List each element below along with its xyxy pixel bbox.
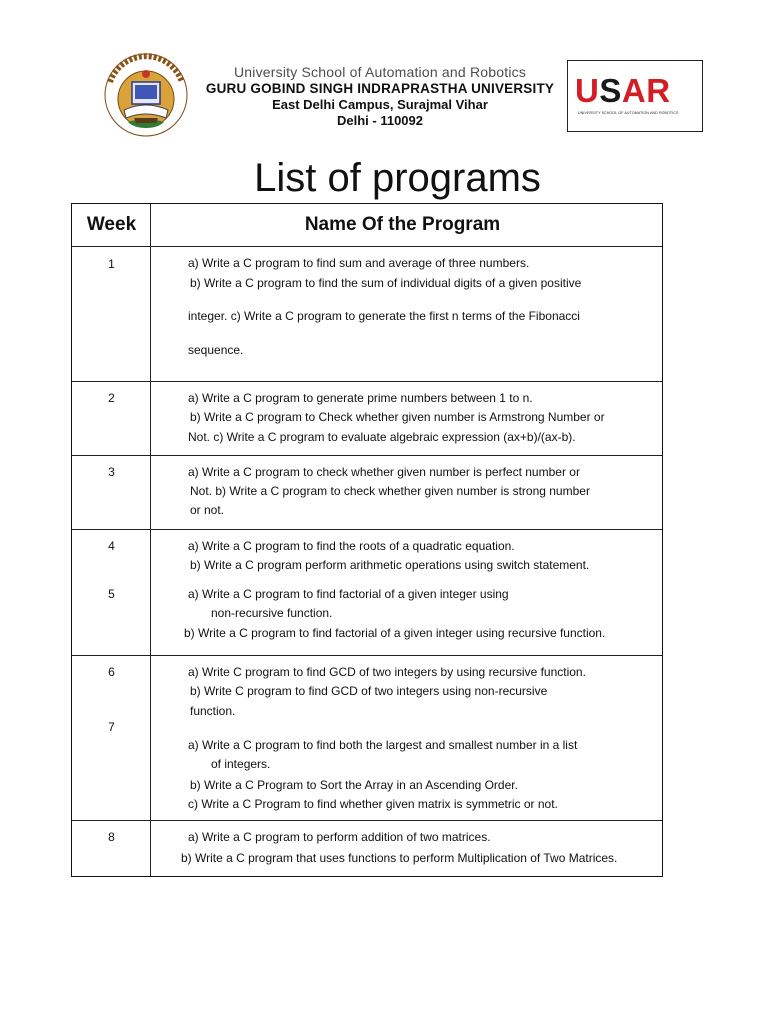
program-line: non-recursive function.	[211, 606, 333, 620]
document-header	[0, 0, 768, 150]
program-line: a) Write a C program to find both the largest and smallest number in a list	[188, 738, 578, 752]
week-number: 4	[108, 539, 115, 553]
week-cell	[72, 656, 151, 820]
campus-name: East Delhi Campus, Surajmal Vihar	[272, 97, 488, 112]
program-line: a) Write a C program to generate prime numbers between 1 to n.	[188, 391, 533, 405]
week-number: 1	[108, 257, 115, 271]
program-line: Not. b) Write a C program to check whether given number is strong number	[190, 484, 590, 498]
program-line: a) Write a C program to find factorial of a given integer using	[188, 587, 509, 601]
program-line: integer. c) Write a C program to generate the first n terms of the Fibonacci	[188, 309, 580, 323]
program-line: a) Write C program to find GCD of two integers by using recursive function.	[188, 665, 586, 679]
week-number: 6	[108, 665, 115, 679]
table-row	[72, 246, 662, 381]
week-cell	[72, 821, 151, 876]
university-name: GURU GOBIND SINGH INDRAPRASTHA UNIVERSITY	[205, 81, 555, 96]
table-row	[72, 381, 662, 455]
table-row	[72, 655, 662, 820]
program-line: a) Write a C program to perform addition of two matrices.	[188, 830, 491, 844]
program-line: of integers.	[211, 757, 271, 771]
program-line: b) Write a C program to find factorial of a given integer using recursive function.	[184, 626, 606, 640]
university-address-block	[200, 64, 560, 129]
week-cell	[72, 247, 151, 381]
week-number: 8	[108, 830, 115, 844]
program-cell	[151, 456, 662, 529]
week-cell	[72, 530, 151, 655]
header-week-cell	[72, 204, 151, 246]
program-cell	[151, 656, 662, 820]
usar-logo-subtitle: UNIVERSITY SCHOOL OF AUTOMATION AND ROBOTICS	[578, 111, 679, 115]
program-line: Not. c) Write a C program to evaluate algebraic expression (ax+b)/(ax-b).	[188, 430, 576, 444]
table-row	[72, 820, 662, 876]
university-emblem-icon	[100, 52, 192, 138]
program-line: a) Write a C program to check whether given number is perfect number or	[188, 465, 580, 479]
program-table	[71, 203, 663, 877]
usar-logo-wordmark	[575, 73, 671, 109]
program-line: b) Write a C program to Check whether given number is Armstrong Number or	[190, 410, 605, 424]
city-pincode: Delhi - 110092	[337, 113, 423, 128]
program-line: sequence.	[188, 343, 244, 357]
usar-logo-ar: AR	[621, 72, 671, 109]
program-line: or not.	[190, 503, 225, 517]
table-header-row	[72, 204, 662, 246]
week-number: 2	[108, 391, 115, 405]
table-row	[72, 455, 662, 529]
program-line: a) Write a C program to find sum and average of three numbers.	[188, 256, 530, 270]
header-program-cell	[151, 204, 662, 246]
program-line: b) Write a C program to find the sum of individual digits of a given positive	[190, 276, 582, 290]
usar-logo-s: S	[599, 72, 622, 109]
program-cell	[151, 821, 662, 876]
program-line: function.	[190, 704, 236, 718]
school-name: University School of Automation and Robotics	[233, 64, 527, 80]
column-header-program: Name Of the Program	[304, 214, 501, 235]
week-cell	[72, 382, 151, 455]
page-title: List of programs	[254, 156, 541, 200]
program-line: b) Write a C Program to Sort the Array in an Ascending Order.	[190, 778, 518, 792]
program-cell	[151, 247, 662, 381]
program-line: b) Write C program to find GCD of two integers using non-recursive	[190, 684, 548, 698]
program-line: c) Write a C Program to find whether given matrix is symmetric or not.	[188, 797, 558, 811]
usar-logo-u: U	[575, 72, 600, 109]
week-cell	[72, 456, 151, 529]
program-line: a) Write a C program to find the roots of a quadratic equation.	[188, 539, 515, 553]
week-number: 5	[108, 587, 115, 601]
program-cell	[151, 530, 662, 655]
usar-logo	[567, 60, 703, 132]
week-number: 7	[108, 720, 115, 734]
week-number: 3	[108, 465, 115, 479]
program-line: b) Write a C program perform arithmetic operations using switch statement.	[190, 558, 590, 572]
program-line: b) Write a C program that uses functions to perform Multiplication of Two Matrices.	[181, 851, 618, 865]
table-row	[72, 529, 662, 655]
program-cell	[151, 382, 662, 455]
column-header-week: Week	[86, 214, 137, 235]
